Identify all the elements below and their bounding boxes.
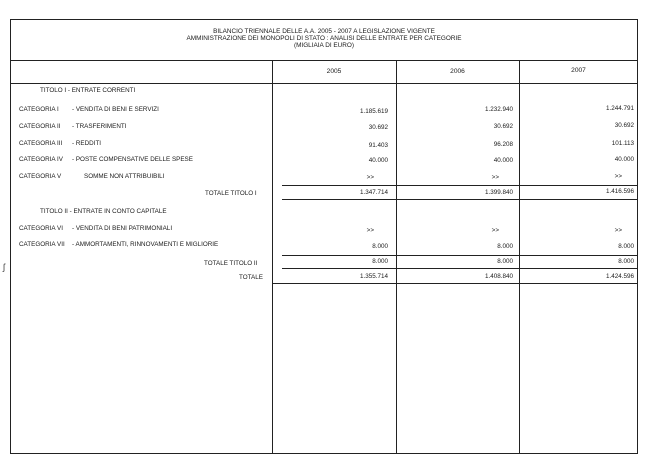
value-2007: >>	[614, 173, 622, 180]
row-description: SOMME NON ATTRIBUIBILI	[84, 173, 165, 180]
value-2006: 8.000	[497, 243, 513, 250]
row-description: - AMMORTAMENTI, RINNOVAMENTI E MIGLIORIE	[72, 241, 219, 248]
column-divider-3	[519, 60, 520, 454]
grand-total-2006: 1.408.840	[484, 273, 513, 280]
value-2006: >>	[491, 174, 499, 181]
row-code: CATEGORIA VI	[19, 225, 63, 232]
subtotal-rule-bottom	[282, 199, 638, 200]
subtotal-rule-top	[282, 185, 638, 186]
row-code: CATEGORIA VII	[19, 241, 65, 248]
value-2005: 91.403	[368, 142, 388, 149]
grand-total-2005: 1.355.714	[359, 273, 388, 280]
value-2007: >>	[614, 227, 622, 234]
year-header-2006: 2006	[450, 68, 465, 75]
row-description: - VENDITA DI BENI PATRIMONIALI	[72, 225, 173, 232]
grand-total-2007: 1.424.596	[605, 273, 634, 280]
subtotal-label-titolo1: TOTALE TITOLO I	[205, 190, 257, 197]
year-header-2005: 2005	[326, 68, 342, 75]
value-2005: >>	[366, 174, 374, 181]
value-2006: 30.692	[493, 123, 513, 130]
section-heading-titolo2: TITOLO II - ENTRATE IN CONTO CAPITALE	[40, 208, 167, 215]
row-code: CATEGORIA II	[19, 123, 61, 130]
row-code: CATEGORIA I	[19, 106, 59, 113]
row-description: - TRASFERIMENTI	[72, 123, 127, 130]
report-title-line2: AMMINISTRAZIONE DEI MONOPOLI DI STATO : ANALISI DELLE ENTRATE PER CATEGORIE	[186, 35, 462, 42]
row-code: CATEGORIA III	[19, 140, 63, 147]
value-2005: 40.000	[368, 157, 388, 164]
column-divider-1	[272, 60, 273, 454]
subtotal-rule-bottom	[282, 268, 638, 269]
subtotal-2005: 1.347.714	[359, 189, 388, 196]
value-2005: >>	[366, 227, 374, 234]
value-2006: 1.232.940	[484, 106, 513, 113]
year-header-2007: 2007	[571, 67, 586, 74]
value-2007: 40.000	[614, 156, 634, 163]
row-description: - REDDITI	[72, 140, 102, 147]
header-rule	[10, 60, 638, 61]
subtotal-label-titolo2: TOTALE TITOLO II	[204, 260, 258, 267]
value-2005: 8.000	[372, 243, 388, 250]
value-2007: 8.000	[618, 243, 634, 250]
value-2006: 40.000	[493, 157, 513, 164]
subtotal-2005: 8.000	[372, 258, 388, 265]
subtotal-2006: 8.000	[497, 258, 513, 265]
value-2006: >>	[491, 227, 499, 234]
grand-total-rule	[272, 283, 638, 284]
subtotal-2006: 1.399.840	[484, 189, 513, 196]
value-2007: 30.692	[614, 122, 634, 129]
report-units: (MIGLIAIA DI EURO)	[293, 42, 354, 49]
value-2005: 30.692	[368, 124, 388, 131]
subtotal-rule-top	[282, 255, 638, 256]
year-row-rule	[10, 83, 638, 84]
scan-mark: ʃ	[3, 262, 5, 272]
report-title-line1: BILANCIO TRIENNALE DELLE A.A. 2005 - 2007 A LEGISLAZIONE VIGENTE	[213, 28, 435, 35]
table-frame	[10, 19, 638, 454]
grand-total-label: TOTALE	[239, 274, 263, 281]
subtotal-2007: 1.416.596	[605, 188, 634, 195]
value-2007: 1.244.791	[605, 105, 634, 112]
column-divider-2	[396, 60, 397, 454]
section-heading-titolo1: TITOLO I - ENTRATE CORRENTI	[40, 87, 136, 94]
row-description: - VENDITA DI BENI E SERVIZI	[72, 106, 159, 113]
value-2005: 1.185.619	[359, 108, 388, 115]
value-2006: 96.208	[493, 141, 513, 148]
row-description: - POSTE COMPENSATIVE DELLE SPESE	[72, 156, 193, 163]
row-code: CATEGORIA V	[19, 173, 62, 180]
value-2007: 101.113	[611, 140, 634, 147]
subtotal-2007: 8.000	[618, 258, 634, 265]
row-code: CATEGORIA IV	[19, 156, 63, 163]
